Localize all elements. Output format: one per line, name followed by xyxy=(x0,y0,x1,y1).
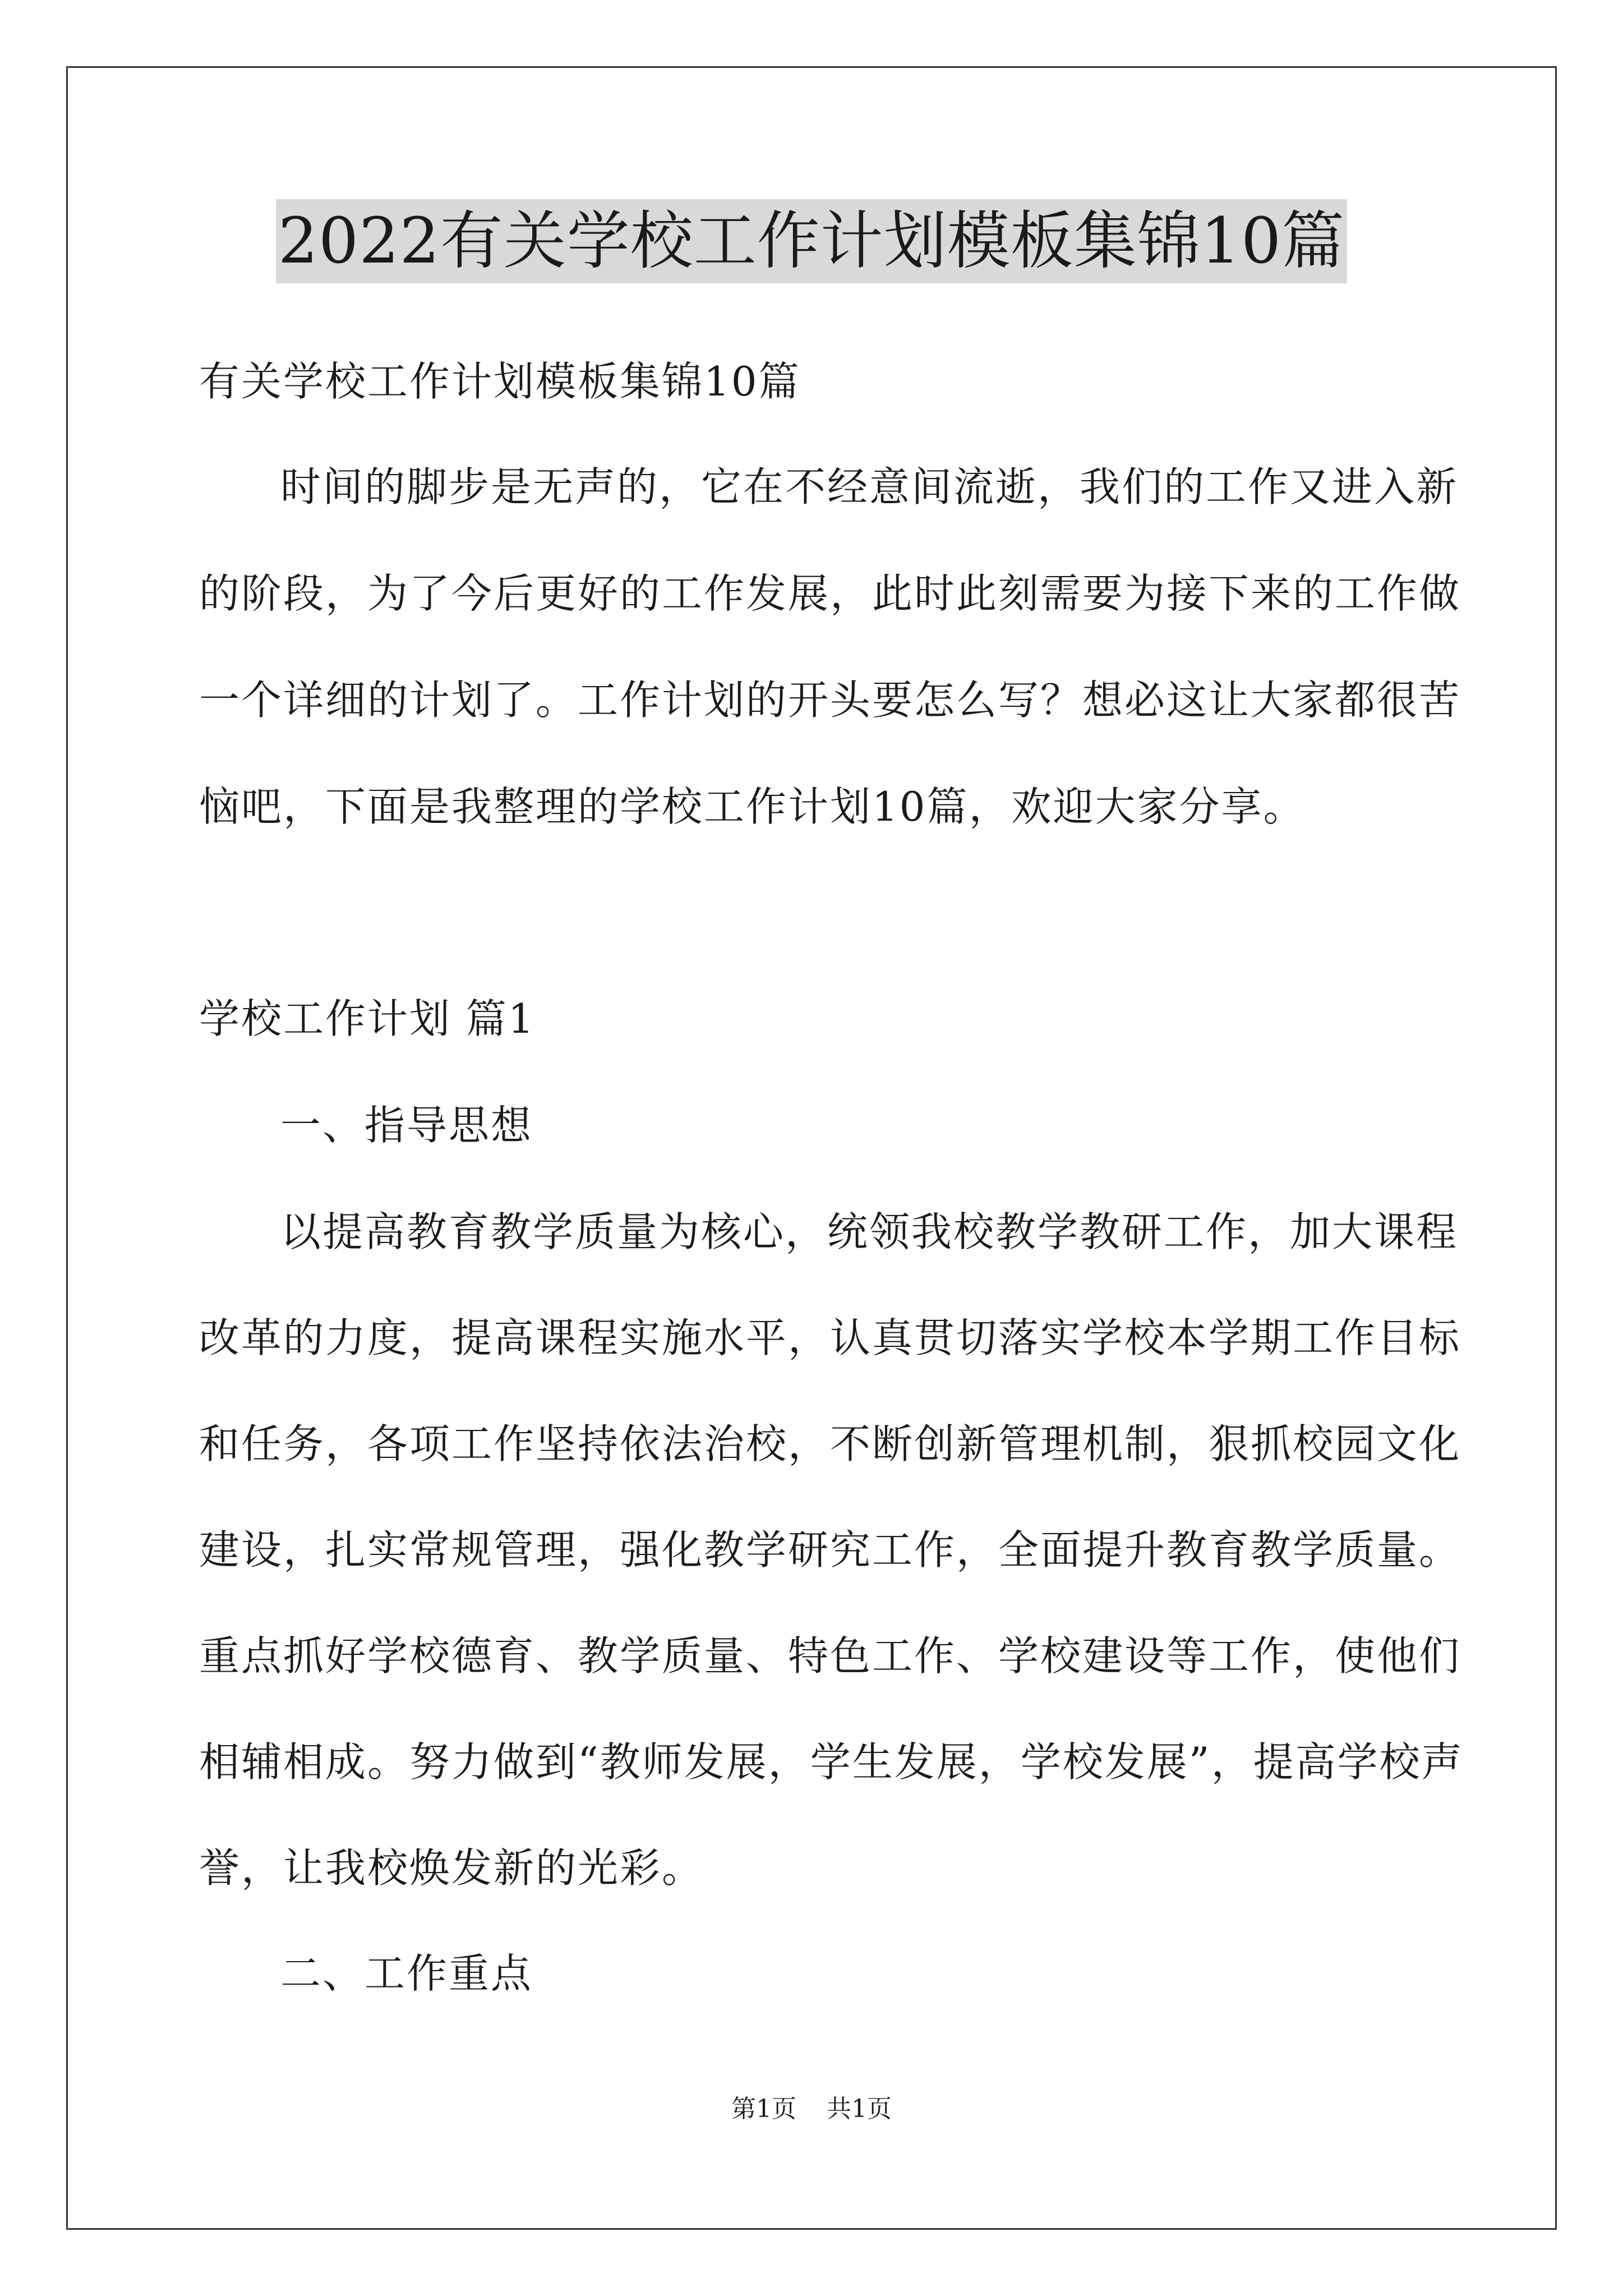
part1-heading: 一、指导思想 xyxy=(280,1102,533,1149)
intro-line-4: 恼吧，下面是我整理的学校工作计划10篇，欢迎大家分享。 xyxy=(199,783,1306,830)
document-title: 2022有关学校工作计划模板集锦10篇 xyxy=(276,199,1348,283)
part1-line-7: 誉，让我校焕发新的光彩。 xyxy=(199,1844,704,1892)
title-wrap xyxy=(0,199,1623,283)
intro-line-1: 时间的脚步是无声的，它在不经意间流逝，我们的工作又进入新 xyxy=(280,463,1459,510)
part2-heading: 二、工作重点 xyxy=(280,1950,533,1997)
part1-line-4: 建设，扎实常规管理，强化教学研究工作，全面提升教育教学质量。 xyxy=(199,1526,1461,1573)
page-footer xyxy=(0,2092,1623,2126)
section-heading: 学校工作计划 篇1 xyxy=(199,995,536,1042)
part1-line-3: 和任务，各项工作坚持依法治校，不断创新管理机制，狠抓校园文化 xyxy=(199,1420,1461,1467)
page-number-total: 共1页 xyxy=(827,2095,892,2123)
part1-line-6: 相辅相成。努力做到“教师发展，学生发展，学校发展”，提高学校声 xyxy=(199,1738,1464,1786)
intro-line-2: 的阶段，为了今后更好的工作发展，此时此刻需要为接下来的工作做 xyxy=(199,570,1461,617)
document-subtitle: 有关学校工作计划模板集锦10篇 xyxy=(199,358,801,405)
part1-line-2: 改革的力度，提高课程实施水平，认真贯切落实学校本学期工作目标 xyxy=(199,1314,1461,1361)
part1-line-5: 重点抓好学校德育、教学质量、特色工作、学校建设等工作，使他们 xyxy=(199,1632,1461,1680)
part1-line-1: 以提高教育教学质量为核心，统领我校教学教研工作，加大课程 xyxy=(280,1208,1459,1255)
intro-line-3: 一个详细的计划了。工作计划的开头要怎么写？想必这让大家都很苦 xyxy=(199,677,1461,724)
page-number-current: 第1页 xyxy=(731,2095,796,2123)
